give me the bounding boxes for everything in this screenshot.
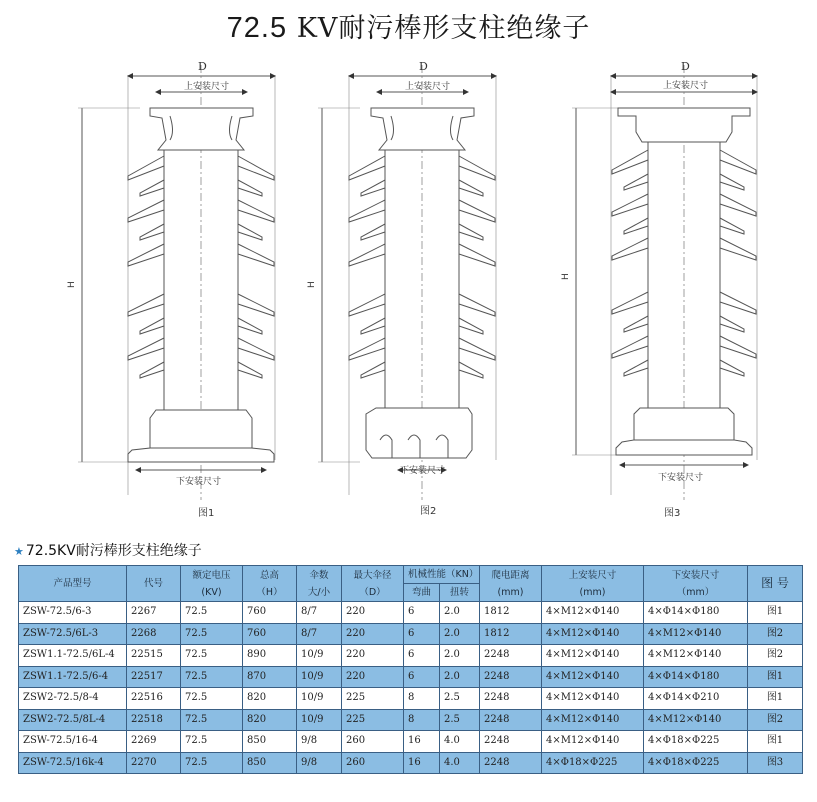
figure-1-bottom-mount-label: 下安装尺寸 <box>176 477 222 487</box>
cell-upper: 4×M12×Φ140 <box>542 709 644 731</box>
cell-voltage: 72.5 <box>181 623 243 645</box>
cell-torsion: 2.5 <box>440 709 480 731</box>
cell-bend: 6 <box>404 623 440 645</box>
table-body <box>19 602 803 774</box>
section-heading <box>14 540 202 560</box>
cell-diameter: 220 <box>342 602 404 624</box>
cell-torsion: 2.0 <box>440 602 480 624</box>
cell-lower: 4×Φ18×Φ225 <box>644 731 748 753</box>
figure-3-bottom-mount-label: 下安装尺寸 <box>658 473 704 483</box>
spec-table <box>18 565 803 774</box>
cell-diameter: 225 <box>342 709 404 731</box>
cell-bend: 16 <box>404 731 440 753</box>
cell-height: 820 <box>243 688 297 710</box>
cell-model: ZSW1.1-72.5/6-4 <box>19 666 127 688</box>
cell-upper: 4×M12×Φ140 <box>542 666 644 688</box>
cell-voltage: 72.5 <box>181 666 243 688</box>
cell-code: 22516 <box>127 688 181 710</box>
cell-voltage: 72.5 <box>181 709 243 731</box>
cell-code: 22517 <box>127 666 181 688</box>
cell-sheds: 8/7 <box>297 623 342 645</box>
table-header <box>19 566 803 602</box>
header-creep: 爬电距离 (mm) <box>480 566 542 602</box>
cell-height: 820 <box>243 709 297 731</box>
cell-code: 22515 <box>127 645 181 667</box>
cell-model: ZSW1.1-72.5/6L-4 <box>19 645 127 667</box>
cell-torsion: 2.0 <box>440 666 480 688</box>
figure-2-h-label: H <box>307 281 317 288</box>
header-upper: 上安装尺寸 (mm) <box>542 566 644 602</box>
figure-2-d-label: D <box>419 60 428 73</box>
cell-code: 2267 <box>127 602 181 624</box>
figure-1-h-label: H <box>67 281 77 288</box>
title-text: KV耐污棒形支柱绝缘子 <box>296 13 591 44</box>
cell-bend: 6 <box>404 666 440 688</box>
cell-height: 760 <box>243 602 297 624</box>
header-torsion: 扭转 <box>440 584 480 602</box>
cell-sheds: 9/8 <box>297 752 342 774</box>
cell-upper: 4×Φ18×Φ225 <box>542 752 644 774</box>
cell-upper: 4×M12×Φ140 <box>542 602 644 624</box>
cell-bend: 6 <box>404 602 440 624</box>
cell-torsion: 2.0 <box>440 623 480 645</box>
figure-2-bottom-mount-label: 下安装尺寸 <box>400 466 446 476</box>
cell-diameter: 220 <box>342 645 404 667</box>
cell-lower: 4×Φ18×Φ225 <box>644 752 748 774</box>
cell-height: 760 <box>243 623 297 645</box>
cell-fig: 图1 <box>748 731 803 753</box>
cell-creep: 2248 <box>480 731 542 753</box>
cell-diameter: 260 <box>342 752 404 774</box>
cell-upper: 4×M12×Φ140 <box>542 688 644 710</box>
cell-sheds: 10/9 <box>297 688 342 710</box>
cell-fig: 图2 <box>748 709 803 731</box>
cell-bend: 16 <box>404 752 440 774</box>
header-height: 总高 （H） <box>243 566 297 602</box>
cell-lower: 4×M12×Φ140 <box>644 709 748 731</box>
header-diameter: 最大伞径 （D） <box>342 566 404 602</box>
cell-torsion: 2.0 <box>440 645 480 667</box>
cell-upper: 4×M12×Φ140 <box>542 731 644 753</box>
cell-model: ZSW-72.5/6-3 <box>19 602 127 624</box>
cell-upper: 4×M12×Φ140 <box>542 623 644 645</box>
cell-diameter: 220 <box>342 666 404 688</box>
cell-sheds: 9/8 <box>297 731 342 753</box>
cell-bend: 8 <box>404 709 440 731</box>
cell-height: 850 <box>243 752 297 774</box>
cell-height: 850 <box>243 731 297 753</box>
cell-bend: 6 <box>404 645 440 667</box>
star-icon: ★ <box>14 545 24 558</box>
cell-voltage: 72.5 <box>181 602 243 624</box>
cell-torsion: 2.5 <box>440 688 480 710</box>
cell-fig: 图2 <box>748 645 803 667</box>
cell-sheds: 10/9 <box>297 709 342 731</box>
cell-voltage: 72.5 <box>181 688 243 710</box>
cell-fig: 图2 <box>748 623 803 645</box>
cell-lower: 4×M12×Φ140 <box>644 645 748 667</box>
cell-creep: 2248 <box>480 645 542 667</box>
table-row <box>19 688 803 710</box>
cell-model: ZSW2-72.5/8-4 <box>19 688 127 710</box>
table-row <box>19 752 803 774</box>
figure-2-top-mount-label: 上安装尺寸 <box>405 82 451 92</box>
table-row <box>19 666 803 688</box>
table-row <box>19 731 803 753</box>
cell-lower: 4×Φ14×Φ180 <box>644 602 748 624</box>
cell-lower: 4×Φ14×Φ180 <box>644 666 748 688</box>
cell-diameter: 225 <box>342 688 404 710</box>
cell-model: ZSW-72.5/6L-3 <box>19 623 127 645</box>
figure-1-drawing <box>78 65 275 500</box>
cell-fig: 图1 <box>748 688 803 710</box>
figure-1-caption: 图1 <box>198 508 215 519</box>
header-bend: 弯曲 <box>404 584 440 602</box>
cell-creep: 2248 <box>480 709 542 731</box>
cell-code: 2268 <box>127 623 181 645</box>
header-fig: 图 号 <box>748 566 803 602</box>
cell-code: 2269 <box>127 731 181 753</box>
table-row <box>19 602 803 624</box>
cell-upper: 4×M12×Φ140 <box>542 645 644 667</box>
figure-3-h-label: H <box>561 273 571 280</box>
header-code: 代号 <box>127 566 181 602</box>
cell-creep: 2248 <box>480 752 542 774</box>
header-mech: 机械性能（KN） <box>404 566 480 584</box>
table-row <box>19 623 803 645</box>
figure-1-top-mount-label: 上安装尺寸 <box>184 82 230 92</box>
cell-fig: 图1 <box>748 602 803 624</box>
cell-diameter: 260 <box>342 731 404 753</box>
table-row <box>19 709 803 731</box>
title-voltage: 72.5 <box>226 12 288 44</box>
figure-2-caption: 图2 <box>420 506 437 517</box>
figure-3-d-label: D <box>681 60 690 73</box>
cell-code: 22518 <box>127 709 181 731</box>
figure-3-caption: 图3 <box>664 508 681 519</box>
header-sheds: 伞数 大/小 <box>297 566 342 602</box>
cell-creep: 1812 <box>480 623 542 645</box>
section-title: 72.5KV耐污棒形支柱绝缘子 <box>25 543 202 559</box>
cell-model: ZSW2-72.5/8L-4 <box>19 709 127 731</box>
cell-creep: 2248 <box>480 688 542 710</box>
cell-creep: 1812 <box>480 602 542 624</box>
table-row <box>19 645 803 667</box>
cell-model: ZSW-72.5/16-4 <box>19 731 127 753</box>
figure-3-top-mount-label: 上安装尺寸 <box>663 81 709 91</box>
header-model: 产品型号 <box>19 566 127 602</box>
figure-3-drawing <box>572 65 757 500</box>
figure-1-d-label: D <box>198 60 207 73</box>
cell-diameter: 220 <box>342 623 404 645</box>
cell-torsion: 4.0 <box>440 752 480 774</box>
cell-fig: 图1 <box>748 666 803 688</box>
cell-torsion: 4.0 <box>440 731 480 753</box>
header-lower: 下安装尺寸 （mm） <box>644 566 748 602</box>
cell-fig: 图3 <box>748 752 803 774</box>
cell-sheds: 10/9 <box>297 666 342 688</box>
figure-2-drawing <box>318 65 496 500</box>
cell-height: 890 <box>243 645 297 667</box>
cell-creep: 2248 <box>480 666 542 688</box>
cell-voltage: 72.5 <box>181 731 243 753</box>
cell-bend: 8 <box>404 688 440 710</box>
cell-voltage: 72.5 <box>181 752 243 774</box>
cell-code: 2270 <box>127 752 181 774</box>
cell-height: 870 <box>243 666 297 688</box>
cell-sheds: 10/9 <box>297 645 342 667</box>
cell-lower: 4×M12×Φ140 <box>644 623 748 645</box>
cell-voltage: 72.5 <box>181 645 243 667</box>
cell-model: ZSW-72.5/16k-4 <box>19 752 127 774</box>
cell-lower: 4×Φ14×Φ210 <box>644 688 748 710</box>
cell-sheds: 8/7 <box>297 602 342 624</box>
header-voltage: 额定电压 (KV) <box>181 566 243 602</box>
